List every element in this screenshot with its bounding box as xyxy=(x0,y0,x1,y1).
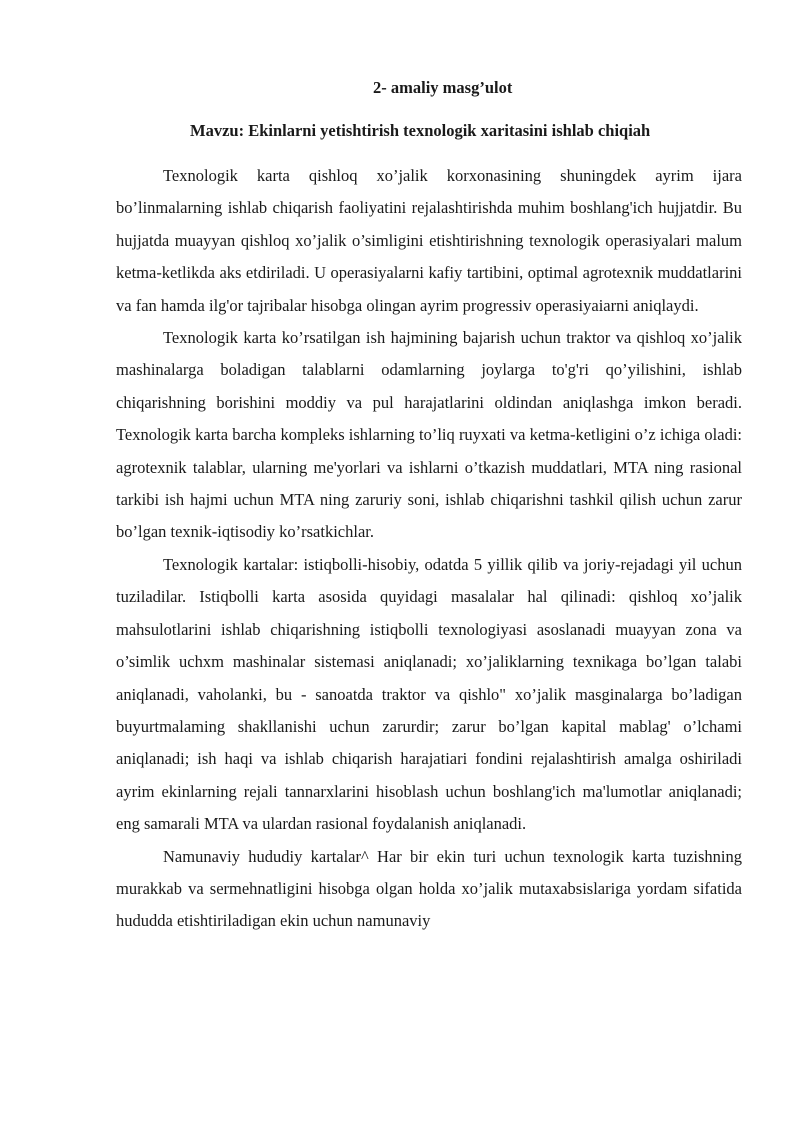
document-body xyxy=(116,160,742,938)
paragraph: Texnologik kartalar: istiqbolli-hisobiy, odatda 5 yillik qilib va joriy-rejadagi yil uchun tuziladilar. Istiqbolli karta asosida quyidagi masalalar hal qilinadi: qishloq xo’jalik mahsulotlarini ishlab chiqarishning istiqbolli texnologiyasi asoslanadi muayyan zona va o’simlik uchxm mashinalar sistemasi aniqlanadi; xo’jaliklarning texnikaga bo’lgan talabi aniqlanadi, vaholanki, bu - sanoatda traktor va qishlo" xo’jalik masginalarga bo’ladigan buyurtmalaming shakllanishi uchun zarurdir; zarur bo’lgan kapital mablag' o’lchami aniqlanadi; ish haqi va ishlab chiqarish harajatiari fondini rejalashtirish amalga oshiriladi ayrim ekinlarning rejali tannarxlarini hisoblash uchun boshlang'ich ma'lumotlar aniqlanadi; eng samarali MTA va ulardan rasional foydalanish aniqlanadi. xyxy=(116,554,742,834)
document-title: 2- amaliy masg’ulot xyxy=(373,78,513,97)
document-subtitle: Mavzu: Ekinlarni yetishtirish texnologik xaritasini ishlab chiqiah xyxy=(190,121,651,140)
paragraph: Namunaviy hududiy kartalar^ Har bir ekin turi uchun texnologik karta tuzishning murakkab va sermehnatligini hisobga olgan holda xo’jalik mutaxabsislariga yordam sifatida hududda etishtiriladigan ekin uchun namunaviy xyxy=(116,846,742,931)
paragraph: Texnologik karta qishloq xo’jalik korxonasining shuningdek ayrim ijara bo’linmalarning ishlab chiqarish faoliyatini rejalashtirishda muhim boshlang'ich hujjatdir. Bu hujjatda muayyan qishloq xo’jalik o’simligini etishtirishning texnologik operasiyalari malum ketma-ketlikda aks etdiriladi. U operasiyalarni kafiy tartibini, optimal agrotexnik muddatlarini va fan hamda ilg'or tajribalar hisobga olingan ayrim progressiv operasiyaiarni aniqlaydi. xyxy=(116,166,742,315)
paragraph: Texnologik karta ko’rsatilgan ish hajmining bajarish uchun traktor va qishloq xo’jalik mashinalarga boladigan talablarni odamlarning joylarga to'g'ri qo’yilishini, ishlab chiqarishning borishini moddiy va pul harajatlarini oldindan aniqlashga imkon beradi. Texnologik karta barcha kompleks ishlarning to’liq ruyxati va ketma-ketligini o’z ichiga oladi: agrotexnik talablar, ularning me'yorlari va ishlarni o’tkazish muddatlari, MTA ning rasional tarkibi ish hajmi uchun MTA ning zaruriy soni, ishlab chiqarishni tashkil qilish uchun zarur bo’lgan texnik-iqtisodiy ko’rsatkichlar. xyxy=(116,328,742,542)
